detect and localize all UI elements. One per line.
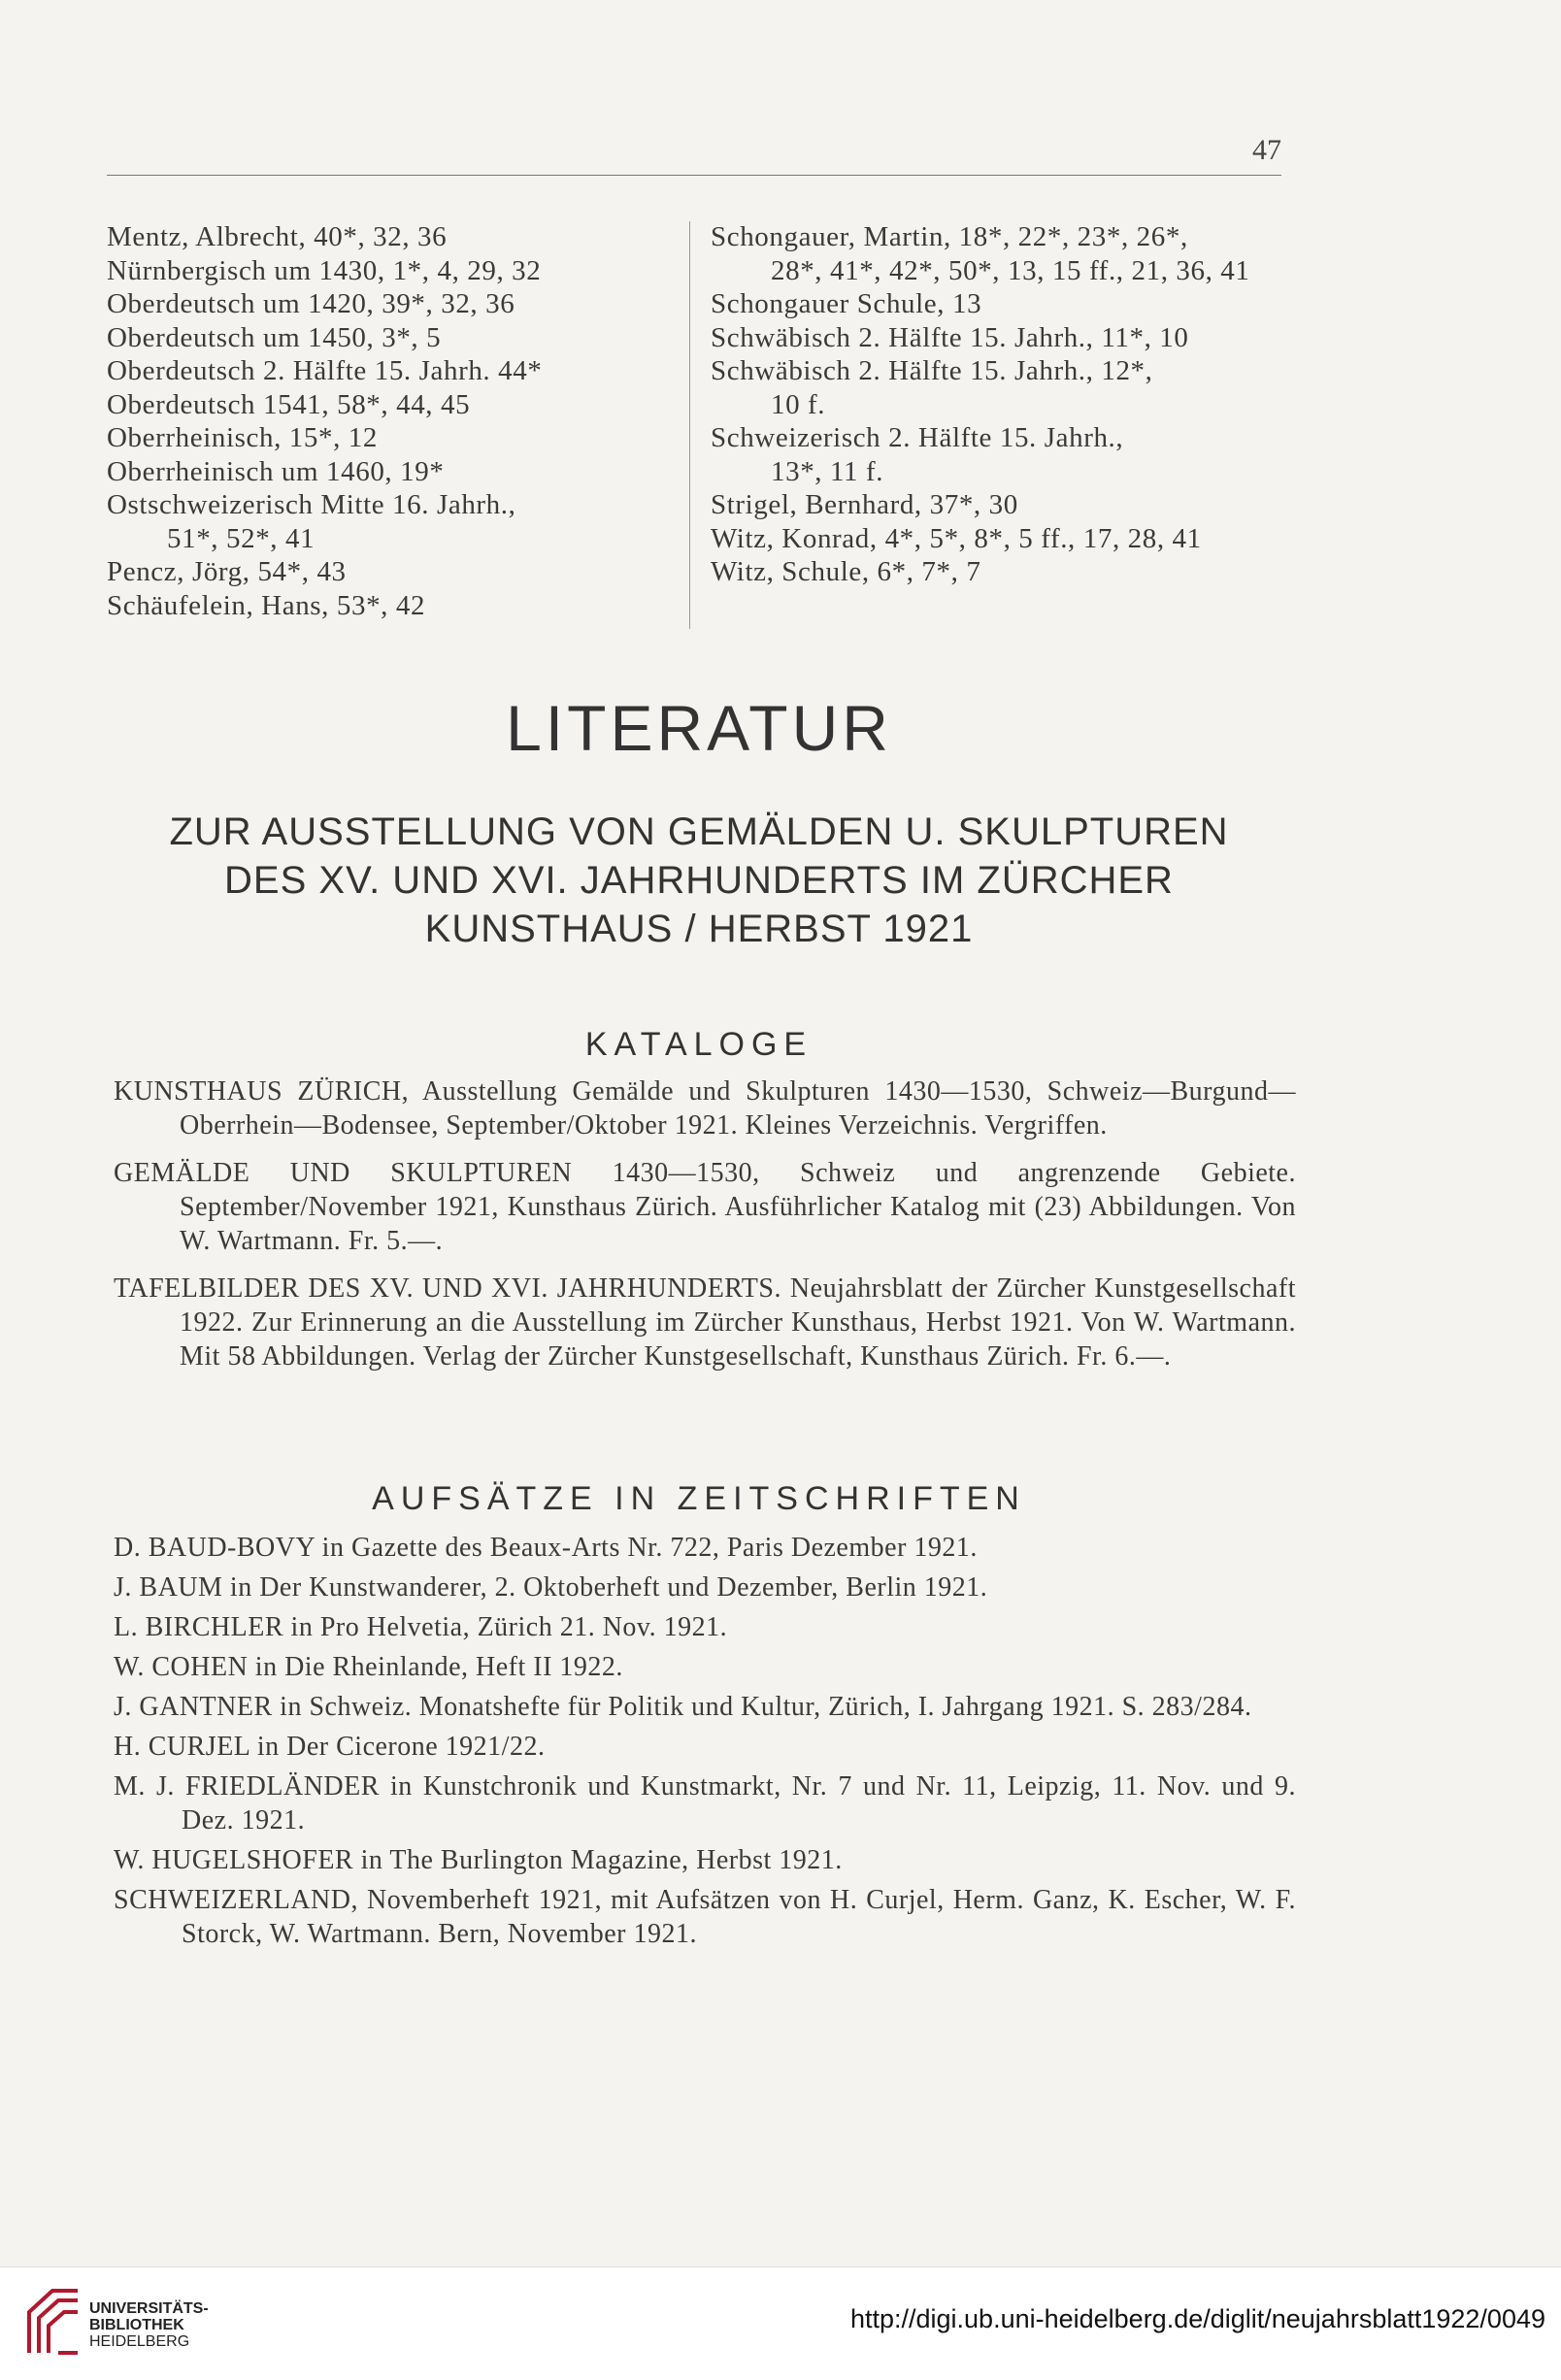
index-entry: Witz, Schule, 6*, 7*, 7 — [711, 556, 981, 587]
index-column-left — [107, 220, 689, 622]
index-entry: Mentz, Albrecht, 40*, 32, 36 — [107, 221, 448, 252]
bibliography-entry: KUNSTHAUS ZÜRICH, Ausstellung Gemälde und Skulpturen 1430—1530, Schweiz—Burgund—Oberrhein—Bodensee, September/Oktober 1921. Kleines Verzeichnis. Vergriffen. — [114, 1076, 1296, 1140]
index-entry: Ostschweizerisch Mitte 16. Jahrh., — [107, 489, 516, 520]
index-column-right — [711, 220, 1293, 589]
index-entry: 28*, 41*, 42*, 50*, 13, 15 ff., 21, 36, 41 — [771, 254, 1250, 286]
institution-line: UNIVERSITÄTS- — [89, 2300, 209, 2317]
bibliography-entry: J. BAUM in Der Kunstwanderer, 2. Oktoberheft und Dezember, Berlin 1921. — [114, 1572, 988, 1603]
header-rule — [107, 175, 1281, 176]
bibliography-entry: H. CURJEL in Der Cicerone 1921/22. — [114, 1732, 546, 1762]
subtitle-line: DES XV. UND XVI. JAHRHUNDERTS IM ZÜRCHER — [224, 859, 1174, 902]
bibliography-entry: M. J. FRIEDLÄNDER in Kunstchronik und Kunstmarkt, Nr. 7 und Nr. 11, Leipzig, 11. Nov. und 9. Dez. 1921. — [114, 1771, 1296, 1835]
index-entry: Schäufelein, Hans, 53*, 42 — [107, 589, 426, 621]
bibliography-entry: J. GANTNER in Schweiz. Monatshefte für Politik und Kultur, Zürich, I. Jahrgang 1921. S. 283/284. — [114, 1692, 1252, 1722]
index-entry: Oberrheinisch um 1460, 19* — [107, 455, 445, 487]
section-subtitle — [97, 808, 1301, 953]
index-entry: Oberdeutsch um 1450, 3*, 5 — [107, 321, 442, 353]
index-entry: Schongauer Schule, 13 — [711, 288, 982, 319]
index-entry: Strigel, Bernhard, 37*, 30 — [711, 489, 1018, 520]
aufsaetze-heading: AUFSÄTZE IN ZEITSCHRIFTEN — [372, 1480, 1026, 1517]
bibliography-entry: SCHWEIZERLAND, Novemberheft 1921, mit Aufsätzen von H. Curjel, Herm. Ganz, K. Escher, W. F. Storck, W. Wartmann. Bern, November 1921. — [114, 1885, 1296, 1949]
permalink-url[interactable]: http://digi.ub.uni-heidelberg.de/diglit/neujahrsblatt1922/0049 — [849, 2304, 1545, 2333]
bibliography-entry: D. BAUD-BOVY in Gazette des Beaux-Arts Nr. 722, Paris Dezember 1921. — [114, 1533, 978, 1563]
index-entry: 51*, 52*, 41 — [167, 522, 316, 554]
aufsaetze-list — [114, 1531, 1296, 1957]
section-title: LITERATUR — [506, 692, 892, 764]
kataloge-heading: KATALOGE — [584, 1026, 814, 1063]
index-entry: Schweizerisch 2. Hälfte 15. Jahrh., — [711, 422, 1124, 453]
index-entry: Schongauer, Martin, 18*, 22*, 23*, 26*, — [711, 221, 1188, 252]
subtitle-line: ZUR AUSSTELLUNG VON GEMÄLDEN U. SKULPTUREN — [169, 810, 1229, 853]
index-entry: Nürnbergisch um 1430, 1*, 4, 29, 32 — [107, 254, 542, 286]
index-entry: Schwäbisch 2. Hälfte 15. Jahrh., 11*, 10 — [711, 321, 1189, 353]
index-entry: Oberdeutsch um 1420, 39*, 32, 36 — [107, 288, 515, 319]
index-entry: 13*, 11 f. — [771, 455, 884, 487]
ub-heidelberg-logo-icon[interactable] — [23, 2285, 83, 2359]
institution-name — [89, 2300, 209, 2350]
bibliography-entry: TAFELBILDER DES XV. UND XVI. JAHRHUNDERTS. Neujahrsblatt der Zürcher Kunstgesellschaft 1922. Zur Erinnerung an die Ausstellung im Zürcher Kunsthaus, Herbst 1921. Von W. Wartmann. Mit 58 Abbildungen. Verlag der Zürcher Kunstgesellschaft, Kunsthaus Zürich. Fr. 6.—. — [114, 1273, 1296, 1372]
index-entry: Pencz, Jörg, 54*, 43 — [107, 556, 347, 587]
kataloge-list — [114, 1074, 1296, 1387]
institution-line: BIBLIOTHEK — [89, 2317, 184, 2333]
bibliography-entry: W. HUGELSHOFER in The Burlington Magazine, Herbst 1921. — [114, 1845, 843, 1875]
index-entry: Oberdeutsch 2. Hälfte 15. Jahrh. 44* — [107, 355, 543, 386]
bibliography-entry: GEMÄLDE UND SKULPTUREN 1430—1530, Schweiz und angrenzende Gebiete. September/November 1921, Kunsthaus Zürich. Ausführlicher Katalog mit (23) Abbildungen. Von W. Wartmann. Fr. 5.—. — [114, 1158, 1296, 1256]
bibliography-entry: L. BIRCHLER in Pro Helvetia, Zürich 21. Nov. 1921. — [114, 1612, 728, 1642]
index-entry: 10 f. — [771, 388, 826, 420]
subtitle-line: KUNSTHAUS / HERBST 1921 — [424, 908, 974, 950]
bibliography-entry: W. COHEN in Die Rheinlande, Heft II 1922. — [114, 1652, 623, 1682]
page-number: 47 — [1252, 134, 1281, 166]
index-entry: Oberdeutsch 1541, 58*, 44, 45 — [107, 388, 471, 420]
index-entry: Witz, Konrad, 4*, 5*, 8*, 5 ff., 17, 28, 41 — [711, 522, 1202, 554]
column-divider — [689, 221, 690, 629]
institution-line: HEIDELBERG — [89, 2333, 190, 2350]
index-entry: Schwäbisch 2. Hälfte 15. Jahrh., 12*, — [711, 355, 1153, 386]
viewer-footer — [0, 2266, 1561, 2380]
index-entry: Oberrheinisch, 15*, 12 — [107, 422, 378, 453]
